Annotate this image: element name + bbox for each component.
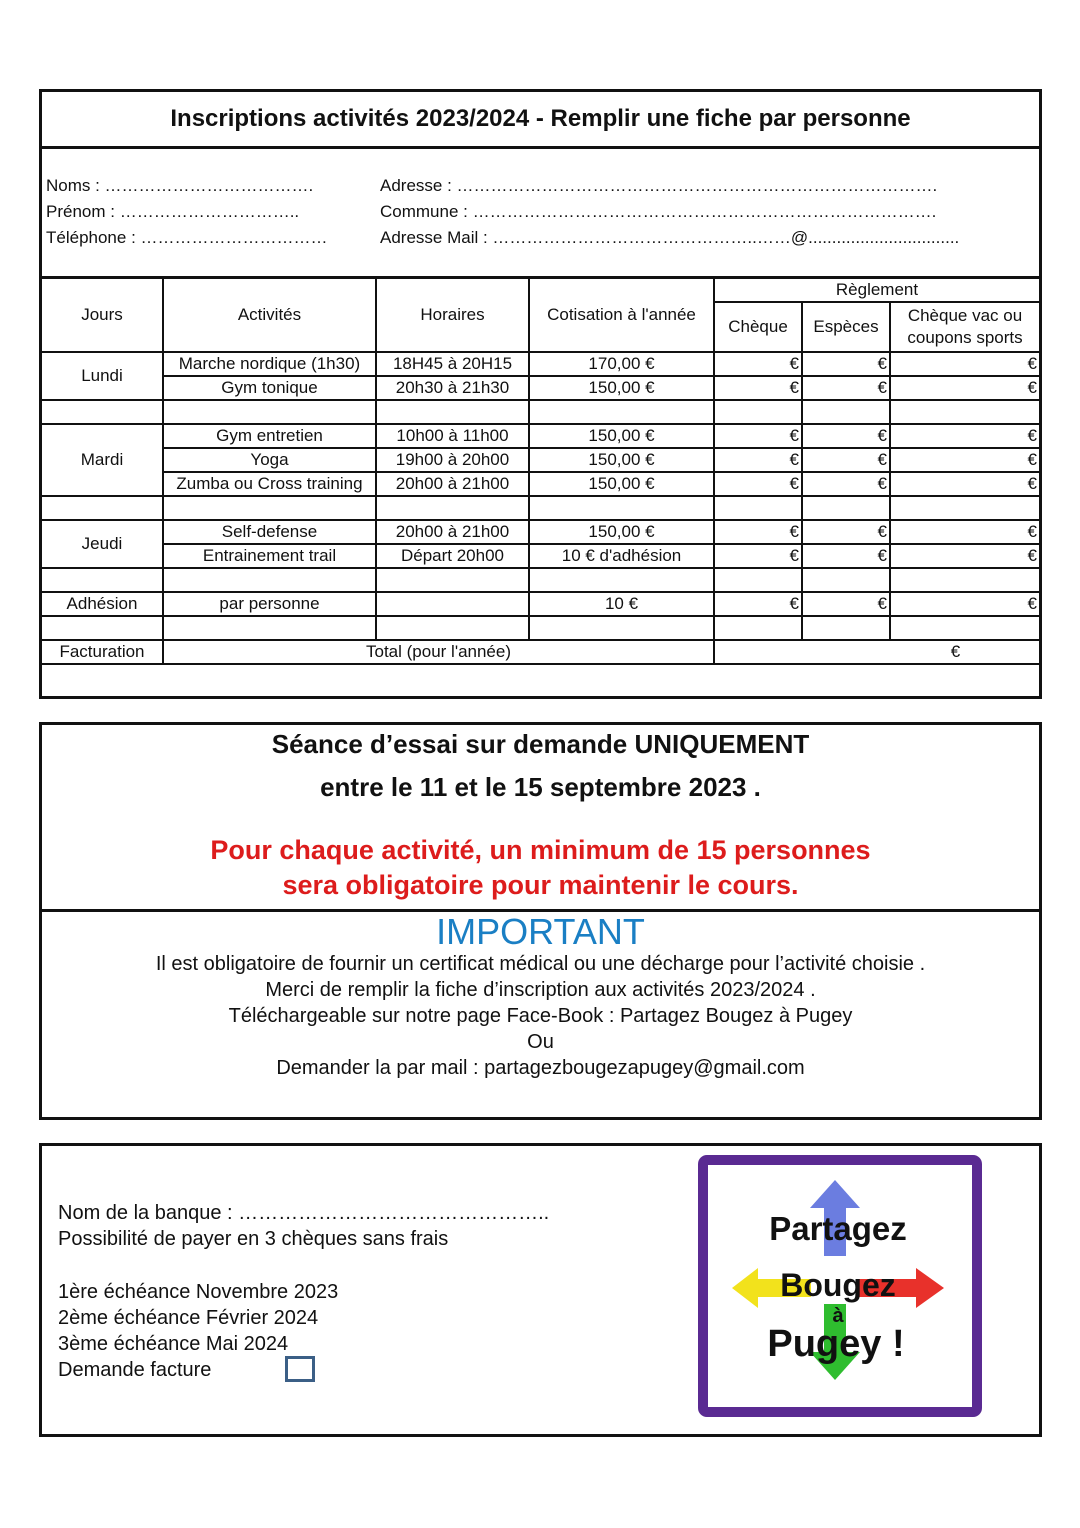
club-logo [698,1154,982,1418]
invoice-request-label: Demande facture [58,1359,212,1381]
header-especes: Espèces [802,302,890,352]
important-text-5: Demander la par mail : partagezbougezapugey@gmail.com [276,1057,805,1079]
mail-field[interactable]: Adresse Mail : ………………………………………..……@................................ [380,228,960,247]
spacer-row [42,400,1039,424]
prenom-field[interactable]: Prénom : ………………………….. [46,202,300,221]
payment-option: Possibilité de payer en 3 chèques sans frais [58,1228,449,1250]
activity-fee: 10 € d'adhésion [529,544,714,568]
adhesion-activity: par personne [163,592,376,616]
header-horaires: Horaires [376,277,529,352]
cheque-cell[interactable]: € [714,472,802,496]
important-text-4: Ou [527,1031,554,1053]
registration-form [39,89,1042,699]
important-section [42,909,1039,1117]
logo-word-pugey: Pugey ! [767,1323,905,1365]
cheque-vac-cell[interactable]: € [890,544,1039,568]
especes-cell[interactable]: € [802,352,890,376]
cheque-vac-cell[interactable]: € [890,472,1039,496]
activity-time: 20h30 à 21h30 [376,376,529,400]
header-cheque-vac: Chèque vac ou coupons sports [890,302,1039,352]
telephone-field[interactable]: Téléphone : …………………………… [46,228,328,247]
logo-word-bougez: Bougez [780,1267,896,1303]
activity-time: 20h00 à 21h00 [376,472,529,496]
activity-name: Entrainement trail [163,544,376,568]
cheque-cell[interactable]: € [714,352,802,376]
important-text-3: Téléchargeable sur notre page Face-Book : Partagez Bougez à Pugey [228,1005,853,1027]
especes-cell[interactable]: € [802,472,890,496]
header-cotisation: Cotisation à l'année [529,277,714,352]
installment-1: 1ère échéance Novembre 2023 [58,1281,339,1303]
cheque-cell[interactable]: € [714,448,802,472]
noms-field[interactable]: Noms : ………………………………. [46,176,314,195]
day-mardi: Mardi [42,424,163,496]
spacer-row [42,496,1039,520]
bank-name-field[interactable]: Nom de la banque : ……………………………………….. [58,1202,550,1224]
activity-fee: 150,00 € [529,520,714,544]
cheque-cell[interactable]: € [714,520,802,544]
cheque-vac-cell[interactable]: € [890,424,1039,448]
spacer-row [42,616,1039,640]
activity-time: 20h00 à 21h00 [376,520,529,544]
important-heading: IMPORTANT [436,911,645,952]
especes-cell[interactable]: € [802,592,890,616]
header-jours: Jours [42,277,163,352]
invoice-checkbox[interactable] [285,1356,315,1382]
activity-name: Self-defense [163,520,376,544]
installment-3: 3ème échéance Mai 2024 [58,1333,289,1355]
form-title: Inscriptions activités 2023/2024 - Remplir une fiche par personne [42,92,1039,149]
cheque-vac-cell[interactable]: € [890,376,1039,400]
trial-line-2: entre le 11 et le 15 septembre 2023 . [320,772,761,802]
activity-time: 19h00 à 20h00 [376,448,529,472]
header-cheque: Chèque [714,302,802,352]
adresse-field[interactable]: Adresse : …………………………………………………………………………. [380,176,938,195]
cheque-vac-cell[interactable]: € [890,520,1039,544]
activity-name: Marche nordique (1h30) [163,352,376,376]
activity-fee: 150,00 € [529,472,714,496]
logo-word-a: à [832,1305,844,1327]
logo-word-partagez: Partagez [769,1210,907,1247]
minimum-line-2: sera obligatoire pour maintenir le cours. [282,870,799,900]
important-text-2: Merci de remplir la fiche d’inscription aux activités 2023/2024 . [265,979,816,1001]
activity-name: Gym entretien [163,424,376,448]
important-text-1: Il est obligatoire de fournir un certificat médical ou une décharge pour l’activité choisie . [155,953,926,975]
especes-cell[interactable]: € [802,544,890,568]
day-jeudi: Jeudi [42,520,163,568]
activity-name: Yoga [163,448,376,472]
cheque-cell[interactable]: € [714,544,802,568]
cheque-vac-cell[interactable]: € [890,448,1039,472]
activity-time: 10h00 à 11h00 [376,424,529,448]
commune-field[interactable]: Commune : ………………………………………………………………………. [380,202,937,221]
cheque-vac-cell[interactable]: € [890,352,1039,376]
activity-name: Gym tonique [163,376,376,400]
cheque-cell[interactable]: € [714,592,802,616]
header-reglement: Règlement [714,277,1039,302]
activity-fee: 150,00 € [529,448,714,472]
header-activites: Activités [163,277,376,352]
spacer-row [42,568,1039,592]
activity-fee: 150,00 € [529,376,714,400]
minimum-line-1: Pour chaque activité, un minimum de 15 personnes [210,835,871,865]
activities-table [42,276,1039,665]
personal-info [42,146,1039,279]
notice-section [39,722,1042,1120]
activity-fee: 150,00 € [529,424,714,448]
payment-section [39,1143,1042,1437]
installment-2: 2ème échéance Février 2024 [58,1307,319,1329]
facturation-label: Facturation [42,640,163,664]
especes-cell[interactable]: € [802,424,890,448]
adhesion-label: Adhésion [42,592,163,616]
cheque-cell[interactable]: € [714,424,802,448]
activity-fee: 170,00 € [529,352,714,376]
total-label: Total (pour l'année) [163,640,714,664]
day-lundi: Lundi [42,352,163,400]
activity-time: Départ 20h00 [376,544,529,568]
especes-cell[interactable]: € [802,520,890,544]
especes-cell[interactable]: € [802,376,890,400]
cheque-vac-cell[interactable]: € [890,592,1039,616]
adhesion-time [376,592,529,616]
adhesion-fee: 10 € [529,592,714,616]
total-amount[interactable]: € [714,640,1039,664]
trial-line-1: Séance d’essai sur demande UNIQUEMENT [271,729,810,759]
logo-graphic [698,1154,982,1418]
especes-cell[interactable]: € [802,448,890,472]
activity-time: 18H45 à 20H15 [376,352,529,376]
cheque-cell[interactable]: € [714,376,802,400]
activity-name: Zumba ou Cross training [163,472,376,496]
trial-notice [42,725,1039,912]
